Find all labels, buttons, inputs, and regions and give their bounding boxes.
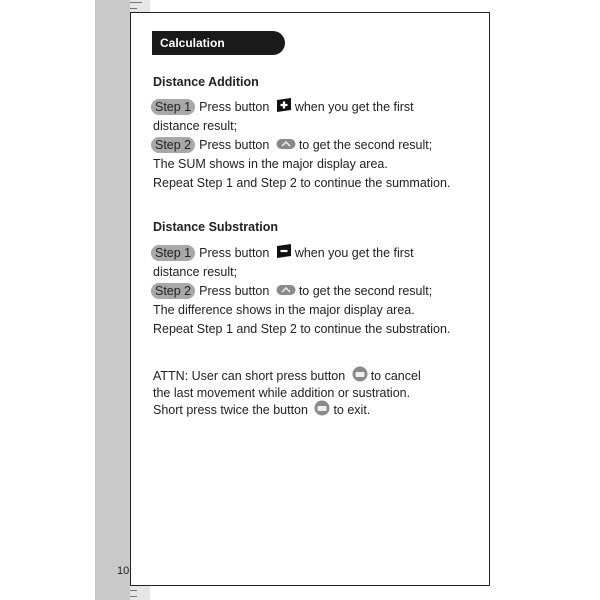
substraction-step1-cont: distance result; [153,265,238,279]
step-text: Press button [199,246,270,260]
ruler-tick [130,2,142,3]
step-badge: Step 1 [151,99,195,115]
substraction-step1-line [151,244,414,263]
cancel-button-icon [314,400,330,421]
page-number: 10 [117,565,130,577]
minus-button-icon [276,244,292,263]
attn-text-b: to exit. [333,402,371,417]
step-text-b: when you get the first [294,246,414,260]
step-text-b: when you get the first [294,100,414,114]
measure-button-icon [276,137,296,155]
step-text-b: to get the second result; [298,138,433,152]
substraction-step2-line [151,282,432,301]
step-text: Press button [199,100,270,114]
addition-step1-cont: distance result; [153,119,238,133]
addition-line3: The SUM shows in the major display area. [153,157,388,171]
step-badge: Step 2 [151,283,195,299]
attn-line3 [153,400,370,421]
addition-line4: Repeat Step 1 and Step 2 to continue the summation. [153,176,451,190]
step-text: Press button [199,284,270,298]
ruler-tick [130,8,137,9]
attn-line2: the last movement while addition or sustration. [153,386,411,400]
attn-text: Short press twice the button [153,402,308,417]
attn-text: ATTN: User can short press button [153,368,346,383]
ruler-tick [130,590,137,591]
substraction-line4: Repeat Step 1 and Step 2 to continue the substration. [153,322,451,336]
addition-step1-line [151,98,414,117]
plus-button-icon [276,98,292,117]
addition-heading: Distance Addition [153,75,259,89]
step-text-b: to get the second result; [298,284,433,298]
addition-step2-line [151,136,432,155]
step-text: Press button [199,138,270,152]
substraction-heading: Distance Substration [153,220,279,234]
attn-text-b: to cancel [370,368,421,383]
ruler-tick [130,596,137,597]
substraction-line3: The difference shows in the major display area. [153,303,415,317]
measure-button-icon [276,283,296,301]
section-title: Calculation [152,31,285,55]
step-badge: Step 2 [151,137,195,153]
step-badge: Step 1 [151,245,195,261]
